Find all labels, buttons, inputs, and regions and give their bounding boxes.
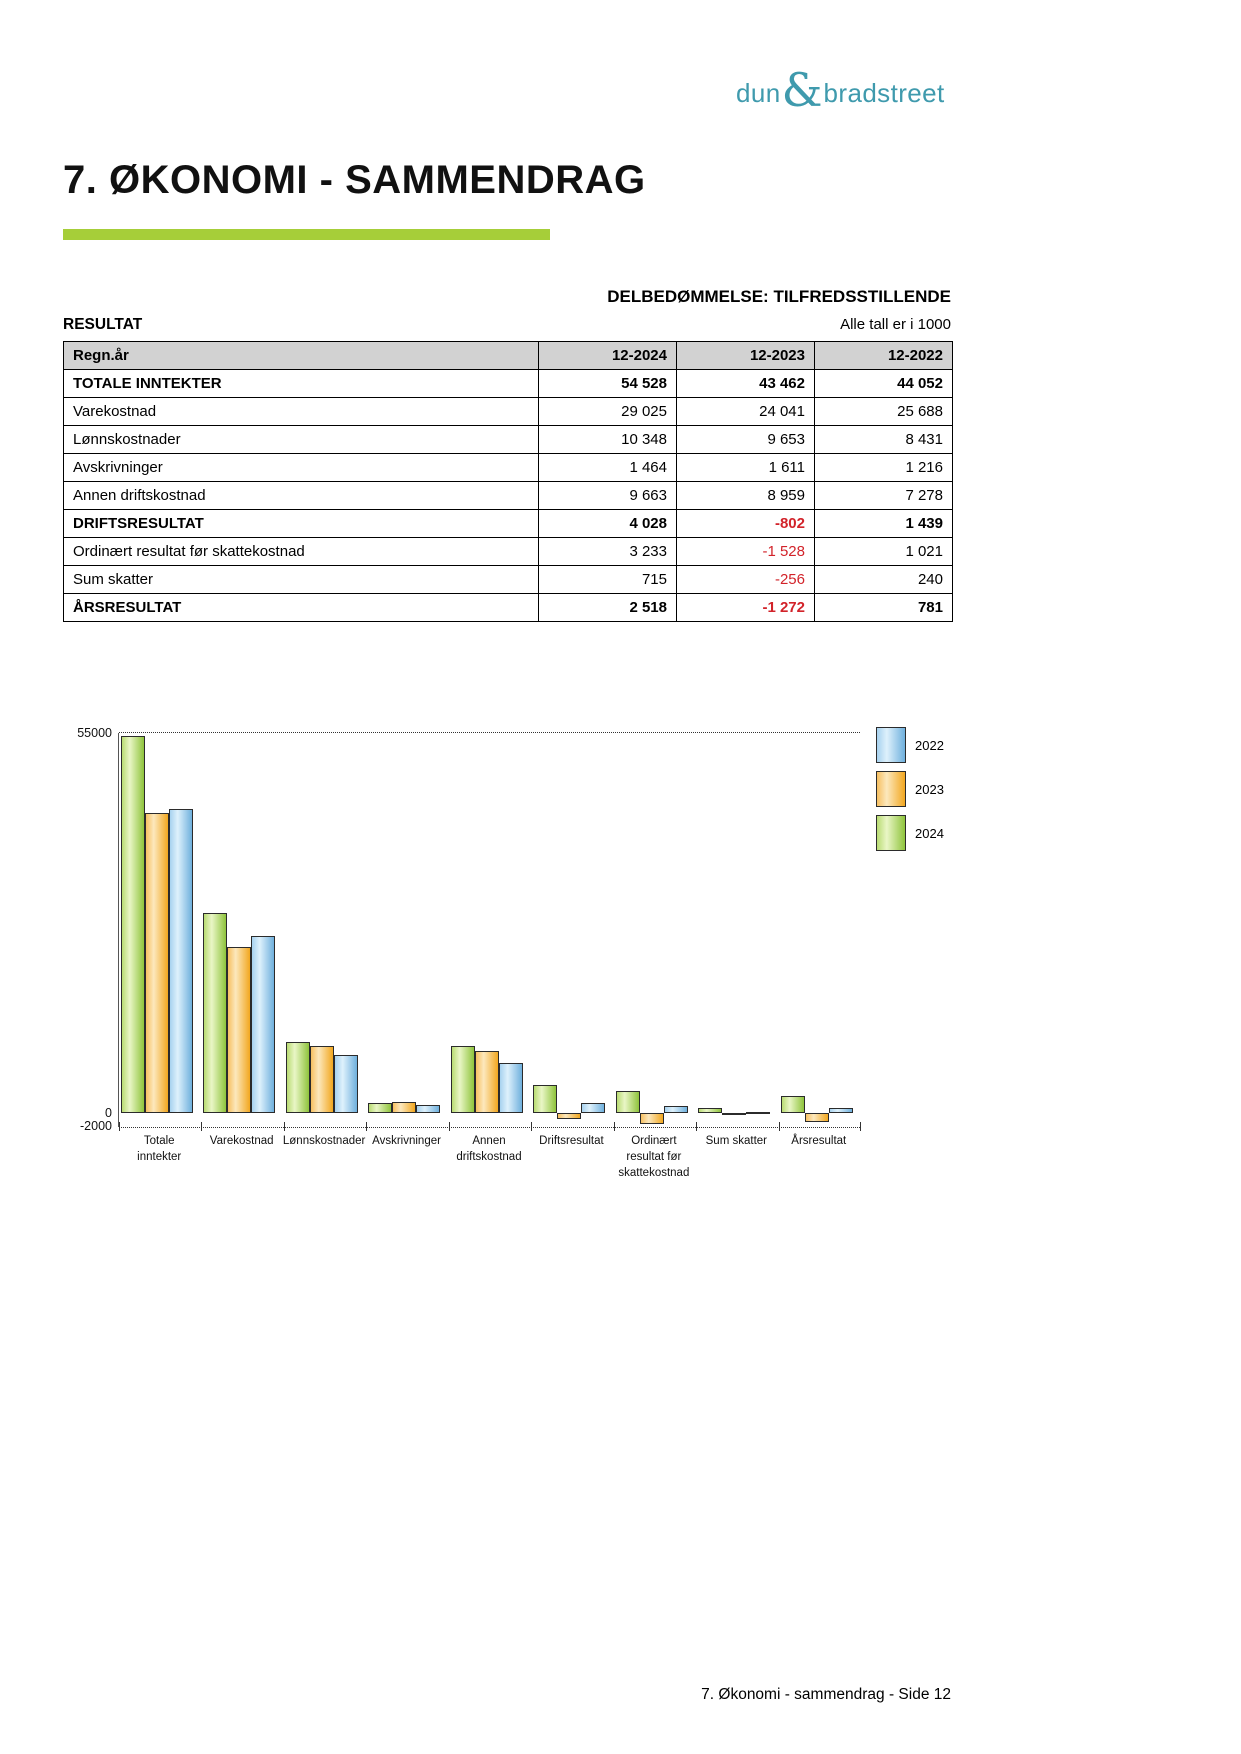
table-row xyxy=(64,398,953,426)
x-axis-label: Totale inntekter xyxy=(137,1135,182,1164)
page-footer: 7. Økonomi - sammendrag - Side 12 xyxy=(701,1686,951,1703)
bar-2023-årsresultat xyxy=(805,1113,829,1122)
legend-entry-2022 xyxy=(876,727,944,763)
header-regnaar: Regn.år xyxy=(64,342,539,370)
x-axis-tick xyxy=(860,1122,861,1131)
bar-2024-sum-skatter xyxy=(698,1108,722,1113)
header-12-2024: 12-2024 xyxy=(539,342,677,370)
gridline-bottom xyxy=(119,1127,860,1128)
bar-2024-totale-inntekter xyxy=(121,736,145,1113)
row-value: 43 462 xyxy=(677,370,815,398)
bar-2023-totale-inntekter xyxy=(145,813,169,1113)
assessment-heading: DELBEDØMMELSE: TILFREDSSTILLENDE xyxy=(607,287,951,306)
x-axis-tick xyxy=(366,1122,367,1131)
bar-2022-totale-inntekter xyxy=(169,809,193,1113)
table-row xyxy=(64,482,953,510)
bar-2022-årsresultat xyxy=(829,1108,853,1113)
row-value: 9 653 xyxy=(677,426,815,454)
chart-legend xyxy=(876,727,944,859)
row-label: Avskrivninger xyxy=(64,454,539,482)
dnb-logo xyxy=(736,63,945,117)
logo-text-dun: dun xyxy=(736,77,781,108)
bar-2023-varekostnad xyxy=(227,947,251,1113)
results-table xyxy=(63,341,953,622)
row-value: 1 021 xyxy=(815,538,953,566)
bar-2024-avskrivninger xyxy=(368,1103,392,1113)
row-label: Varekostnad xyxy=(64,398,539,426)
legend-label: 2023 xyxy=(915,781,944,797)
x-axis-label: Varekostnad xyxy=(209,1135,274,1147)
x-axis-label: Ordinært resultat før skattekostnad xyxy=(618,1135,690,1180)
row-value: -1 528 xyxy=(677,538,815,566)
x-axis-tick xyxy=(449,1122,450,1131)
x-axis-tick xyxy=(284,1122,285,1131)
row-label: Annen driftskostnad xyxy=(64,482,539,510)
row-value: -802 xyxy=(677,510,815,538)
logo-text-bradstreet: bradstreet xyxy=(823,77,945,108)
table-row xyxy=(64,538,953,566)
row-value: 44 052 xyxy=(815,370,953,398)
x-axis-label: Årsresultat xyxy=(791,1135,847,1147)
table-row xyxy=(64,454,953,482)
row-value: 2 518 xyxy=(539,594,677,622)
row-value: 8 959 xyxy=(677,482,815,510)
bar-2022-driftsresultat xyxy=(581,1103,605,1113)
row-label: Lønnskostnader xyxy=(64,426,539,454)
row-value: -1 272 xyxy=(677,594,815,622)
x-axis-tick xyxy=(119,1122,120,1131)
row-value: 1 216 xyxy=(815,454,953,482)
title-underline xyxy=(63,229,550,240)
y-tick-55000: 55000 xyxy=(77,726,112,740)
x-axis-tick xyxy=(779,1122,780,1131)
units-note: Alle tall er i 1000 xyxy=(840,316,951,333)
x-axis-label: Annen driftskostnad xyxy=(456,1135,522,1164)
row-value: 1 464 xyxy=(539,454,677,482)
row-value: 4 028 xyxy=(539,510,677,538)
table-row xyxy=(64,594,953,622)
legend-entry-2024 xyxy=(876,815,944,851)
row-value: 1 611 xyxy=(677,454,815,482)
legend-swatch-2022 xyxy=(876,727,906,763)
bar-2023-ordinært-resultat-før-skattekostnad xyxy=(640,1113,664,1124)
bar-2023-sum-skatter xyxy=(722,1113,746,1115)
bar-2022-avskrivninger xyxy=(416,1105,440,1113)
bar-2022-varekostnad xyxy=(251,936,275,1114)
page-title: 7. ØKONOMI - SAMMENDRAG xyxy=(63,158,646,202)
bar-chart-plot-area xyxy=(118,733,860,1127)
row-value: 1 439 xyxy=(815,510,953,538)
bar-2024-lønnskostnader xyxy=(286,1042,310,1114)
y-tick-minus-2000: -2000 xyxy=(80,1119,112,1133)
bar-2024-annen-driftskostnad xyxy=(451,1046,475,1113)
row-value: 25 688 xyxy=(815,398,953,426)
bar-2023-driftsresultat xyxy=(557,1113,581,1119)
row-value: 10 348 xyxy=(539,426,677,454)
legend-label: 2022 xyxy=(915,737,944,753)
table-row xyxy=(64,510,953,538)
row-value: 781 xyxy=(815,594,953,622)
header-12-2022: 12-2022 xyxy=(815,342,953,370)
x-axis-label: Avskrivninger xyxy=(372,1135,441,1147)
table-header-row xyxy=(64,342,953,370)
x-axis-label: Driftsresultat xyxy=(539,1135,604,1147)
section-label: RESULTAT xyxy=(63,316,143,333)
row-value: 29 025 xyxy=(539,398,677,426)
row-value: -256 xyxy=(677,566,815,594)
y-tick-0: 0 xyxy=(105,1106,112,1120)
gridline-top xyxy=(119,732,860,733)
row-value: 240 xyxy=(815,566,953,594)
row-value: 3 233 xyxy=(539,538,677,566)
row-value: 54 528 xyxy=(539,370,677,398)
x-axis-label: Sum skatter xyxy=(705,1135,767,1147)
table-row xyxy=(64,426,953,454)
row-value: 7 278 xyxy=(815,482,953,510)
bar-2022-annen-driftskostnad xyxy=(499,1063,523,1113)
row-value: 715 xyxy=(539,566,677,594)
row-label: ÅRSRESULTAT xyxy=(64,594,539,622)
bar-2024-ordinært-resultat-før-skattekostnad xyxy=(616,1091,640,1113)
row-label: Sum skatter xyxy=(64,566,539,594)
bar-2024-årsresultat xyxy=(781,1096,805,1113)
bar-2022-ordinært-resultat-før-skattekostnad xyxy=(664,1106,688,1113)
row-value: 8 431 xyxy=(815,426,953,454)
legend-label: 2024 xyxy=(915,825,944,841)
bar-2024-driftsresultat xyxy=(533,1085,557,1113)
legend-swatch-2024 xyxy=(876,815,906,851)
x-axis-tick xyxy=(531,1122,532,1131)
legend-swatch-2023 xyxy=(876,771,906,807)
row-value: 24 041 xyxy=(677,398,815,426)
header-12-2023: 12-2023 xyxy=(677,342,815,370)
row-label: TOTALE INNTEKTER xyxy=(64,370,539,398)
bar-2022-lønnskostnader xyxy=(334,1055,358,1113)
x-axis-tick xyxy=(201,1122,202,1131)
x-axis-label: Lønnskostnader xyxy=(282,1135,366,1147)
table-row xyxy=(64,566,953,594)
x-axis-tick xyxy=(614,1122,615,1131)
row-value: 9 663 xyxy=(539,482,677,510)
bar-2023-avskrivninger xyxy=(392,1102,416,1113)
table-row xyxy=(64,370,953,398)
bar-2024-varekostnad xyxy=(203,913,227,1114)
x-axis-tick xyxy=(696,1122,697,1131)
row-label: DRIFTSRESULTAT xyxy=(64,510,539,538)
row-label: Ordinært resultat før skattekostnad xyxy=(64,538,539,566)
bar-2023-annen-driftskostnad xyxy=(475,1051,499,1113)
bar-2023-lønnskostnader xyxy=(310,1046,334,1113)
legend-entry-2023 xyxy=(876,771,944,807)
logo-ampersand-icon: & xyxy=(781,63,823,117)
bar-2022-sum-skatter xyxy=(746,1112,770,1114)
